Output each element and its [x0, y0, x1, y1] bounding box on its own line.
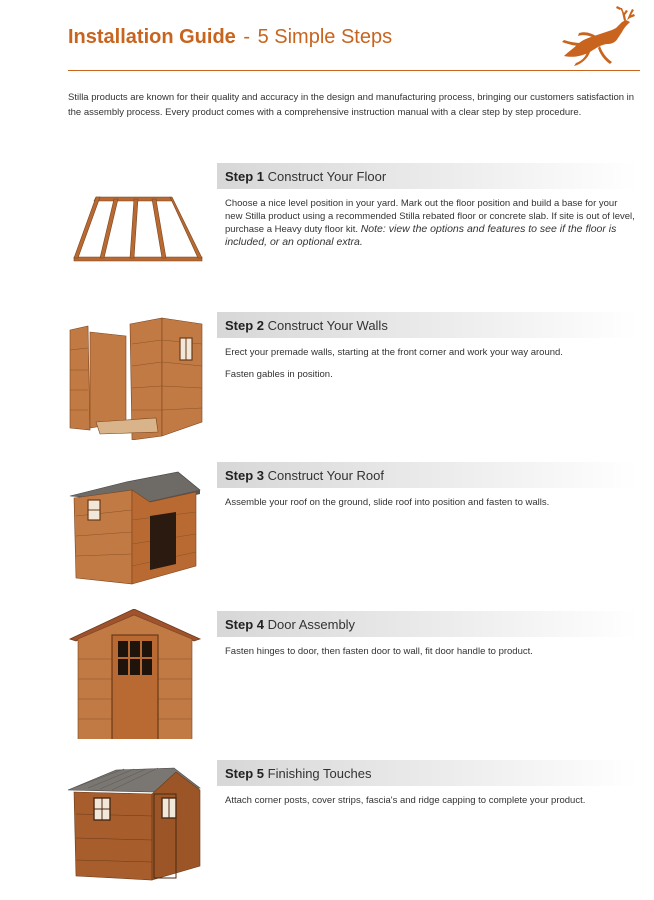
step-3-name: Construct Your Roof: [267, 468, 384, 483]
step-5-label: Step 5: [225, 766, 265, 781]
step-2-label: Step 2: [225, 318, 265, 333]
step-5-text: Attach corner posts, cover strips, fascia's and ridge capping to complete your product.: [225, 795, 586, 806]
step-2: [0, 310, 654, 440]
finished-shed-image: [66, 758, 206, 888]
step-5-description: [225, 794, 637, 816]
intro-paragraph: Stilla products are known for their quality and accuracy in the design and manufacturing process, bringing our customers satisfaction in the assembly process. Every product comes with a comprehensive instruction manual with a clear step by step procedure.: [68, 92, 635, 118]
step-2-heading: [225, 318, 388, 333]
step-4-description: [225, 645, 637, 667]
step-1-description: [225, 197, 637, 249]
step-4-name: Door Assembly: [267, 617, 356, 632]
title-separator: -: [243, 26, 251, 48]
step-3-description: [225, 496, 637, 518]
title-bold: Installation Guide: [68, 26, 236, 48]
step-3-heading: [225, 468, 384, 483]
step-3-label: Step 3: [225, 468, 265, 483]
step-2-text: Erect your premade walls, starting at the front corner and work your way around.: [225, 347, 563, 358]
step-4-heading-bar: [217, 611, 637, 637]
step-1-heading: [225, 169, 386, 184]
leaping-deer-logo-icon: [560, 6, 638, 68]
step-2-name: Construct Your Walls: [267, 318, 388, 333]
step-1: [0, 161, 654, 291]
step-1-note: Note: view the options and features to see if the floor is included, or an optional extra.: [225, 223, 617, 248]
step-1-label: Step 1: [225, 169, 265, 184]
step-5-heading-bar: [217, 760, 637, 786]
step-5-name: Finishing Touches: [267, 766, 372, 781]
step-2-description: [225, 346, 637, 390]
step-1-name: Construct Your Floor: [267, 169, 387, 184]
step-2-heading-bar: [217, 312, 637, 338]
title-subtitle: 5 Simple Steps: [257, 26, 393, 48]
walls-frame-image: [66, 310, 206, 440]
step-5-heading: [225, 766, 371, 781]
step-5: [0, 758, 654, 888]
step-4-label: Step 4: [225, 617, 265, 632]
step-2-text-2: Fasten gables in position.: [225, 369, 333, 380]
page-header: [68, 22, 640, 72]
step-3-text: Assemble your roof on the ground, slide roof into position and fasten to walls.: [225, 497, 550, 508]
step-1-heading-bar: [217, 163, 637, 189]
step-4-heading: [225, 617, 355, 632]
step-3-heading-bar: [217, 462, 637, 488]
shed-door-image: [66, 609, 206, 739]
header-divider: [68, 70, 640, 71]
step-4-text: Fasten hinges to door, then fasten door to wall, fit door handle to product.: [225, 646, 533, 657]
step-1-text: Choose a nice level position in your yard. Mark out the floor position and build a base for your new Stilla product using a recommended Stilla rebated floor or concrete slab. If site is out of level, purchase a Heavy duty floor kit.: [225, 198, 635, 235]
step-4: [0, 609, 654, 739]
shed-roof-image: [66, 460, 206, 590]
page-title: [68, 26, 392, 49]
step-3: [0, 460, 654, 590]
floor-frame-image: [66, 161, 206, 291]
